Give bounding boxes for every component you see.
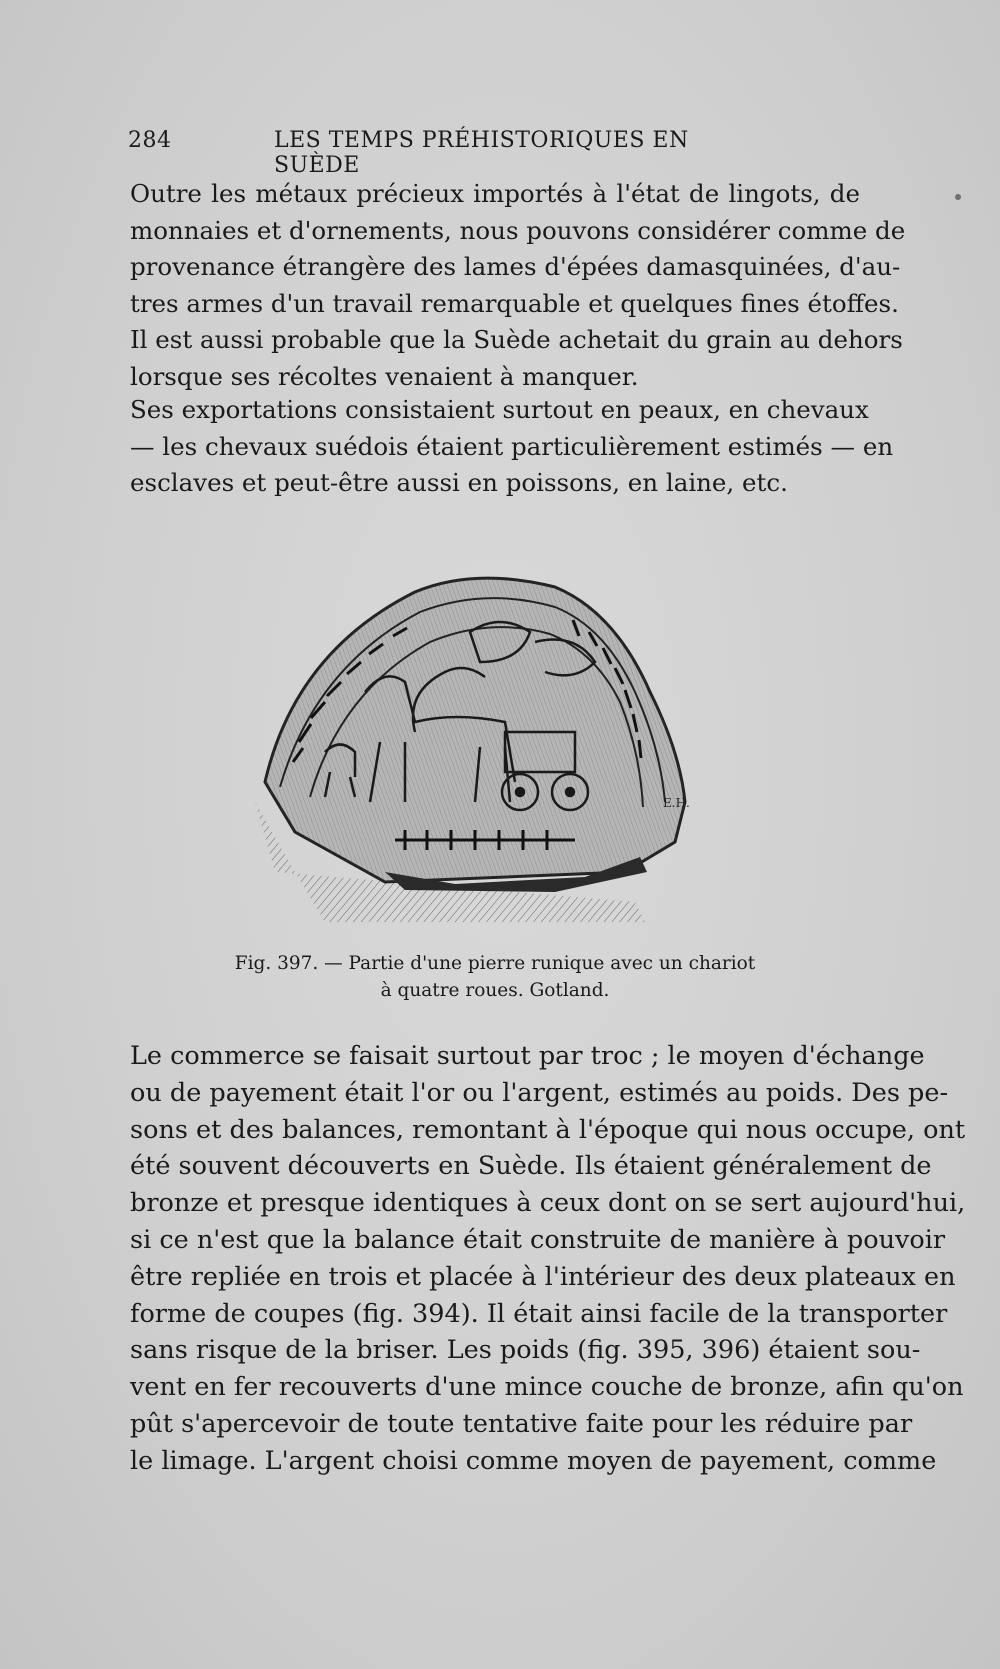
text-line: Outre les métaux précieux importés à l'état de lingots, de (130, 179, 860, 208)
text-line: été souvent découverts en Suède. Ils étaient généralement de (130, 1151, 932, 1182)
text-line: bronze et presque identiques à ceux dont on se sert aujourd'hui, (130, 1188, 966, 1219)
text-line: — les chevaux suédois étaient particulièrement estimés — en (130, 431, 894, 461)
runestone-illustration (255, 572, 735, 932)
engraver-mark: E.H. (663, 796, 690, 810)
text-line: Il est aussi probable que la Suède achetait du grain au dehors (130, 325, 903, 354)
text-line: Ses exportations consistaient surtout en peaux, en chevaux (130, 395, 869, 424)
text-line: si ce n'est que la balance était construite de manière à pouvoir (130, 1224, 946, 1255)
text-line: monnaies et d'ornements, nous pouvons considérer comme de (130, 215, 906, 245)
text-line: Le commerce se faisait surtout par troc ; le moyen d'échange (130, 1041, 925, 1071)
text-line: sans risque de la briser. Les poids (fig. 395, 396) étaient sou- (130, 1335, 921, 1366)
text-line: ou de payement était l'or ou l'argent, estimés au poids. Des pe- (130, 1077, 949, 1108)
text-line: pût s'apercevoir de toute tentative faite pour les réduire par (130, 1408, 913, 1439)
caption-line: Fig. 397. — Partie d'une pierre runique avec un chariot (234, 953, 756, 974)
text-line: le limage. L'argent choisi comme moyen de payement, comme (130, 1445, 937, 1476)
text-line: être repliée en trois et placée à l'intérieur des deux plateaux en (130, 1261, 956, 1292)
page-number: 284 (128, 128, 172, 153)
text-line: vent en fer recouverts d'une mince couche de bronze, afin qu'on (130, 1372, 964, 1403)
text-line: sons et des balances, remontant à l'époque qui nous occupe, ont (130, 1114, 966, 1145)
figure-caption (130, 950, 860, 1004)
paragraph-exports (130, 392, 894, 502)
caption-line: à quatre roues. Gotland. (380, 980, 610, 1001)
text-line: lorsque ses récoltes venaient à manquer. (130, 361, 639, 391)
paragraph-imports (130, 176, 906, 395)
text-line: tres armes d'un travail remarquable et quelques fines étoffes. (130, 288, 899, 318)
text-line: forme de coupes (fig. 394). Il était ainsi facile de la transporter (130, 1298, 948, 1329)
text-line: esclaves et peut-être aussi en poissons, en laine, etc. (130, 468, 788, 497)
running-title: LES TEMPS PRÉHISTORIQUES EN SUÈDE (274, 128, 689, 178)
paragraph-commerce (130, 1038, 966, 1480)
paper-speck (955, 194, 961, 200)
text-line: provenance étrangère des lames d'épées damasquinées, d'au- (130, 252, 901, 281)
